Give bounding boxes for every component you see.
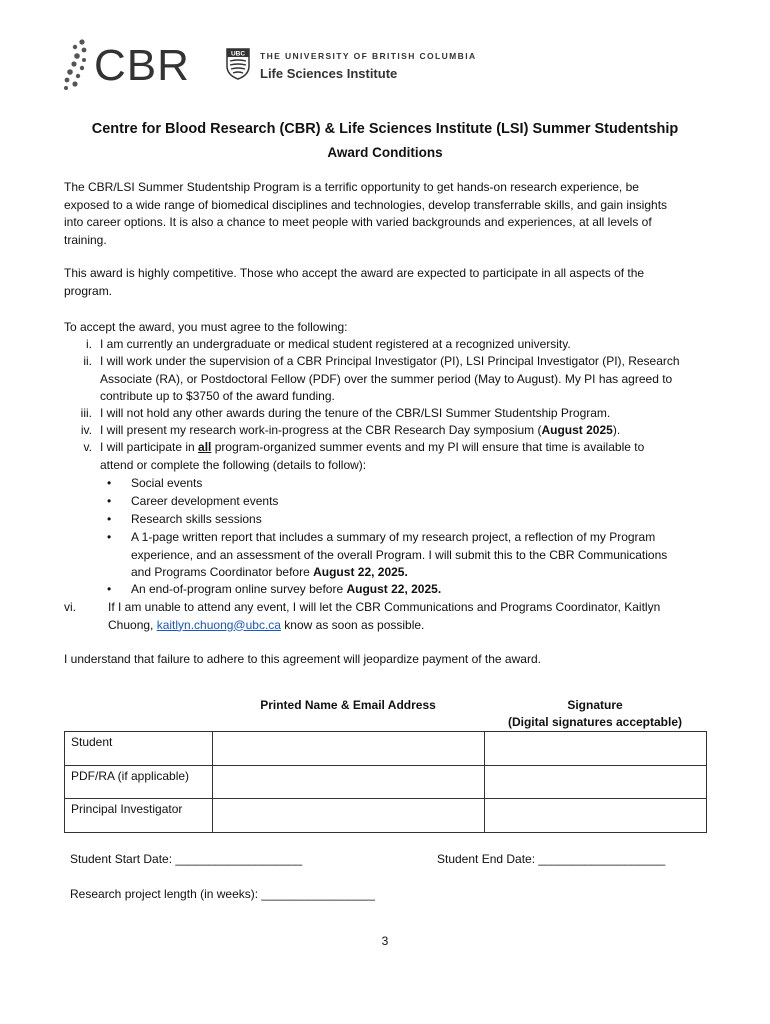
signature-table [64,731,707,833]
row-label: Principal Investigator [65,799,213,833]
bullet-icon: • [107,476,112,490]
accept-lead: To accept the award, you must agree to the following: [64,320,348,334]
end-date-field[interactable]: Student End Date: ___________________ [437,852,666,866]
dna-helix-icon [62,38,96,92]
bullet-icon: • [107,530,112,544]
condition-iii: I will not hold any other awards during the tenure of the CBR/LSI Summer Studentship Program. [100,406,611,420]
ubc-lsi-logo [226,48,486,88]
table-row [65,732,707,766]
item-number: v. [83,440,92,454]
lsi-name: Life Sciences Institute [260,66,398,81]
bullet-social-events: Social events [131,476,203,490]
pdf-ra-name-field[interactable] [212,765,485,799]
table-row [65,799,707,833]
bullet-icon: • [107,582,112,596]
document-title: Centre for Blood Research (CBR) & Life Sciences Institute (LSI) Summer Studentship [91,121,679,137]
bullet-career-events: Career development events [131,494,279,508]
pdf-ra-signature-field[interactable] [485,765,707,799]
item-number: ii. [83,354,92,368]
page-number: 3 [381,934,389,948]
start-date-field[interactable]: Student Start Date: ___________________ [70,852,303,866]
intro-paragraph: The CBR/LSI Summer Studentship Program is a terrific opportunity to get hands-on research experience, be exposed to a wide range of biomedical disciplines and technologies, develop transferrable skills, and gain insights into career options. It is also a chance to meet people with varied backgrounds and experiences, at all levels of training. [64,180,668,247]
condition-v: I will participate in all program-organized summer events and my PI will ensure that time is available to attend or complete the following (details to follow): [100,440,645,472]
cbr-logo [62,38,190,92]
bullet-research-skills: Research skills sessions [131,512,262,526]
condition-i: I am currently an undergraduate or medical student registered at a recognized university. [100,337,571,351]
row-label: PDF/RA (if applicable) [65,765,213,799]
pi-name-field[interactable] [212,799,485,833]
student-signature-field[interactable] [485,732,707,766]
ubc-crest-icon [226,48,250,80]
condition-iv: I will present my research work-in-progress at the CBR Research Day symposium (August 2025). [100,423,621,437]
signature-header: Signature (Digital signatures acceptable) [507,698,683,729]
bullet-written-report: A 1-page written report that includes a summary of my research project, a reflection of my Program experience, and an assessment of the overall Program. I will submit this to the CBR Communications and Programs Coordinator before August 22, 2025. [131,530,668,579]
final-statement: I understand that failure to adhere to this agreement will jeopardize payment of the award. [64,652,541,666]
student-name-field[interactable] [212,732,485,766]
item-number: vi. [64,600,76,614]
item-number: i. [86,337,92,351]
competitive-paragraph: This award is highly competitive. Those who accept the award are expected to participate in all aspects of the program. [64,266,645,298]
item-number: iii. [80,406,92,420]
row-label: Student [65,732,213,766]
cbr-logo-text: CBR [94,41,190,90]
bullet-icon: • [107,494,112,508]
bullet-icon: • [107,512,112,526]
condition-vi: If I am unable to attend any event, I will let the CBR Communications and Programs Coordinator, Kaitlyn Chuong, kaitlyn.chuong@ubc.ca know as soon as possible. [108,600,661,632]
bullet-online-survey: An end-of-program online survey before August 22, 2025. [131,582,442,596]
table-row [65,765,707,799]
condition-ii: I will work under the supervision of a CBR Principal Investigator (PI), LSI Principal Investigator (PI), Research Associate (RA), or Postdoctoral Fellow (PDF) over the summer period (May to August). My PI has agreed to contribute up to $3750 of the award funding. [100,354,680,403]
printed-name-header: Printed Name & Email Address [260,698,436,712]
item-number: iv. [80,423,92,437]
document-subtitle: Award Conditions [327,145,443,160]
ubc-crest-text: UBC [230,50,246,58]
pi-signature-field[interactable] [485,799,707,833]
project-length-field[interactable]: Research project length (in weeks): _________________ [70,887,375,901]
ubc-university-name: THE UNIVERSITY OF BRITISH COLUMBIA [260,51,477,61]
email-link[interactable]: kaitlyn.chuong@ubc.ca [156,617,281,632]
